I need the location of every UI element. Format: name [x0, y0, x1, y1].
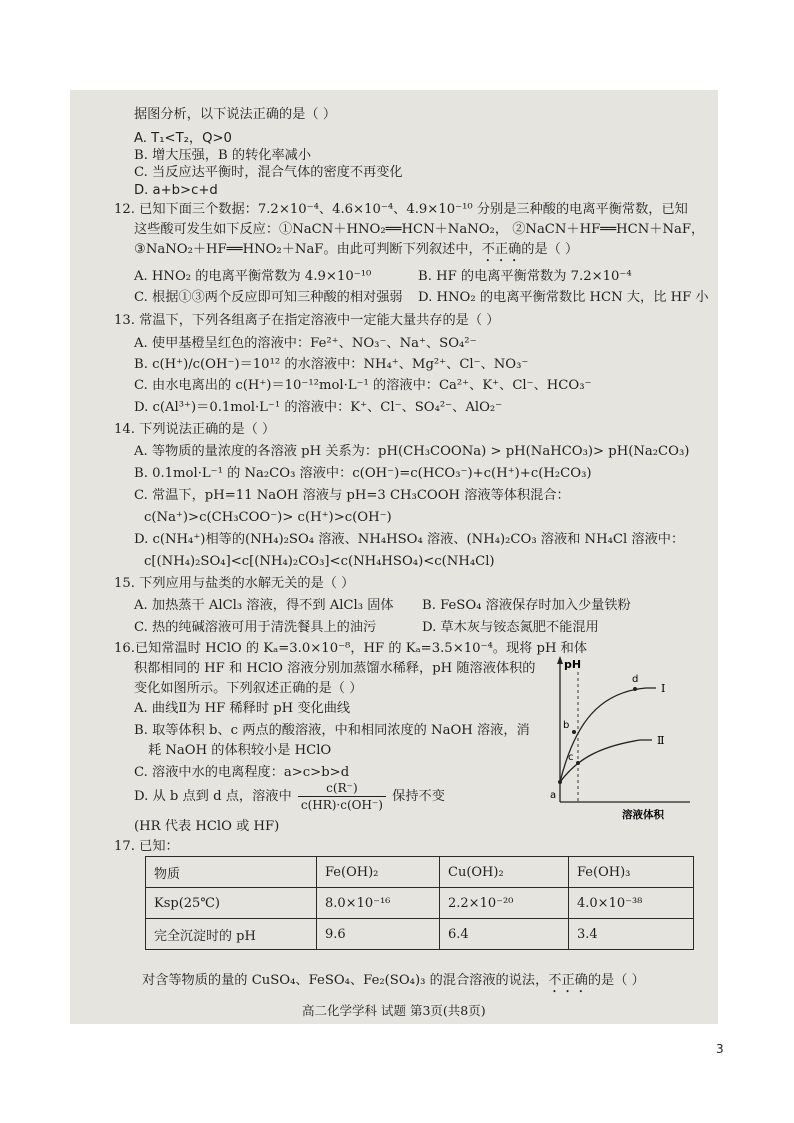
- q12-stem-line2: 这些酸可发生如下反应：①NaCN＋HNO₂══HCN＋NaNO₂， ②NaCN＋HF══HCN＋NaF，: [134, 222, 705, 237]
- table-header-cell: Fe(OH)₂: [317, 857, 440, 888]
- q16-note: (HR 代表 HClO 或 HF): [134, 819, 280, 834]
- q13-option-c: C. 由水电离出的 c(H⁺)＝10⁻¹²mol·L⁻¹ 的溶液中：Ca²⁺、K⁺、Cl⁻、HCO₃⁻: [134, 378, 592, 393]
- q15-option-c: C. 热的纯碱溶液可用于清洗餐具上的油污: [134, 620, 377, 635]
- table-cell: 4.0×10⁻³⁸: [569, 888, 694, 919]
- table-header-cell: Cu(OH)₂: [440, 857, 569, 888]
- q16-option-b-line1: B. 取等体积 b、c 两点的酸溶液，中和相同浓度的 NaOH 溶液，消: [134, 723, 530, 738]
- q17-emphasis: 不正确: [548, 973, 588, 988]
- label-d: d: [632, 674, 639, 685]
- q12-stem-line3-a: ③NaNO₂＋HF══HNO₂＋NaF。由此可判断下列叙述中，: [134, 242, 482, 257]
- table-cell: 2.2×10⁻²⁰: [440, 888, 569, 919]
- q11-option-b: B. 增大压强，B 的转化率减小: [134, 148, 312, 163]
- q16-fraction: [298, 780, 386, 813]
- q16-option-d-suffix: 保持不变: [392, 789, 445, 804]
- curve-I: [560, 688, 656, 782]
- q12-stem-line1: 12. 已知下面三个数据：7.2×10⁻⁴、4.6×10⁻⁴、4.9×10⁻¹⁰ 分别是三种酸的电离平衡常数，已知: [114, 202, 688, 217]
- q14-option-b: B. 0.1mol·L⁻¹ 的 Na₂CO₃ 溶液中：c(OH⁻)=c(HCO₃⁻)+c(H⁺)+c(H₂CO₃): [134, 466, 592, 481]
- q16-stem-line1: 16.已知常温时 HClO 的 Kₐ=3.0×10⁻⁸，HF 的 Kₐ=3.5×10⁻⁴。现将 pH 和体: [114, 641, 588, 656]
- q14-option-d-line1: D. c(NH₄⁺)相等的(NH₄)₂SO₄ 溶液、NH₄HSO₄ 溶液、(NH₄)₂CO₃ 溶液和 NH₄Cl 溶液中：: [134, 532, 685, 547]
- q17-tail: [142, 972, 645, 996]
- q13-option-d: D. c(Al³⁺)＝0.1mol·L⁻¹ 的溶液中：K⁺、Cl⁻、SO₄²⁻、AlO₂⁻: [134, 400, 503, 415]
- q14-option-c-line2: c(Na⁺)>c(CH₃COO⁻)> c(H⁺)>c(OH⁻): [144, 510, 392, 525]
- q15-option-b: B. FeSO₄ 溶液保存时加入少量铁粉: [422, 598, 631, 613]
- q17-tail-b: 的是（ ）: [587, 973, 645, 988]
- q11-option-d: D. a+b>c+d: [134, 183, 218, 198]
- q12-option-b: B. HF 的电离平衡常数为 7.2×10⁻⁴: [418, 269, 632, 284]
- q15-option-d: D. 草木灰与铵态氮肥不能混用: [422, 620, 599, 635]
- page-number: 3: [716, 1042, 724, 1056]
- q15-option-a: A. 加热蒸干 AlCl₃ 溶液，得不到 AlCl₃ 固体: [134, 598, 394, 613]
- table-cell: 9.6: [317, 919, 440, 950]
- table-row: [146, 919, 694, 950]
- q11-stem: 据图分析，以下说法正确的是（ ）: [134, 107, 337, 122]
- y-axis-arrow: [557, 656, 563, 664]
- table-row: [146, 888, 694, 919]
- q12-emphasis: 不正确: [481, 242, 522, 257]
- x-axis-label: 溶液体积: [622, 809, 664, 821]
- exam-page-photo: [70, 90, 718, 1024]
- label-c: c: [568, 752, 574, 763]
- q13-option-a: A. 使甲基橙呈红色的溶液中：Fe²⁺、NO₃⁻、Na⁺、SO₄²⁻: [134, 336, 477, 351]
- q12-option-c: C. 根据①③两个反应即可知三种酸的相对强弱: [134, 290, 403, 305]
- q16-stem-line3: 变化如图所示。下列叙述正确的是（ ）: [134, 681, 363, 696]
- y-axis-label: pH: [564, 658, 582, 671]
- table-header-cell: Fe(OH)₃: [569, 857, 694, 888]
- q14-stem: 14. 下列说法正确的是（ ）: [114, 422, 276, 437]
- q16-option-b-line2: 耗 NaOH 的体积较小是 HClO: [148, 743, 332, 758]
- q14-option-d-line2: c[(NH₄)₂SO₄]<c[(NH₄)₂CO₃]<c(NH₄HSO₄)<c(NH₄Cl): [144, 554, 495, 569]
- label-b: b: [563, 720, 570, 731]
- ph-dilution-chart: [540, 652, 700, 822]
- q12-stem-line3: [134, 241, 578, 265]
- point-d: [633, 687, 637, 691]
- q12-option-a: A. HNO₂ 的电离平衡常数为 4.9×10⁻¹⁰: [134, 269, 372, 284]
- table-header-cell: 物质: [146, 857, 317, 888]
- q13-stem: 13. 常温下，下列各组离子在指定溶液中一定能大量共存的是（ ）: [114, 313, 500, 328]
- q14-option-c-line1: C. 常温下，pH=11 NaOH 溶液与 pH=3 CH₃COOH 溶液等体积混合：: [134, 488, 570, 503]
- table-cell: 完全沉淀时的 pH: [146, 919, 317, 950]
- q14-option-a: A. 等物质的量浓度的各溶液 pH 关系为：pH(CH₃COONa) > pH(NaHCO₃)> pH(Na₂CO₃): [134, 444, 690, 459]
- q16-option-a: A. 曲线Ⅱ为 HF 稀释时 pH 变化曲线: [134, 701, 351, 716]
- q15-stem: 15. 下列应用与盐类的水解无关的是（ ）: [114, 576, 355, 591]
- q11-option-c: C. 当反应达平衡时，混合气体的密度不再变化: [134, 165, 403, 180]
- q16-stem-line2: 积都相同的 HF 和 HClO 溶液分别加蒸馏水稀释，pH 随溶液体积的: [134, 661, 536, 676]
- table-cell: 3.4: [569, 919, 694, 950]
- q12-stem-line3-b: 的是（ ）: [521, 242, 579, 257]
- fraction-denominator: c(HR)·c(OH⁻): [300, 798, 383, 812]
- curve-II: [560, 740, 652, 782]
- table-header-row: [146, 857, 694, 888]
- table-cell: Ksp(25℃): [146, 888, 317, 919]
- q11-option-a: A. T₁<T₂，Q>0: [134, 131, 232, 146]
- label-a: a: [550, 790, 557, 801]
- ksp-table: [145, 856, 694, 950]
- fraction-numerator: c(R⁻): [298, 780, 386, 797]
- q13-option-b: B. c(H⁺)/c(OH⁻)＝10¹² 的水溶液中：NH₄⁺、Mg²⁺、Cl⁻、NO₃⁻: [134, 357, 529, 372]
- point-c: [576, 761, 580, 765]
- page-footer: 高二化学学科 试题 第3页(共8页): [302, 1003, 486, 1018]
- q16-option-d-prefix: D. 从 b 点到 d 点，溶液中: [134, 789, 292, 804]
- q17-stem: 17. 已知：: [114, 839, 179, 854]
- q17-tail-a: 对含等物质的量的 CuSO₄、FeSO₄、Fe₂(SO₄)₃ 的混合溶液的说法，: [142, 973, 549, 988]
- q16-option-c: C. 溶液中水的电离程度：a>c>b>d: [134, 765, 350, 780]
- table-cell: 8.0×10⁻¹⁶: [317, 888, 440, 919]
- series-II-label: Ⅱ: [657, 734, 665, 747]
- series-I-label: Ⅰ: [661, 682, 666, 695]
- q12-option-d: D. HNO₂ 的电离平衡常数比 HCN 大，比 HF 小: [418, 290, 709, 305]
- table-cell: 6.4: [440, 919, 569, 950]
- point-b: [572, 730, 576, 734]
- point-a: [558, 780, 562, 784]
- q16-option-d: [134, 774, 445, 820]
